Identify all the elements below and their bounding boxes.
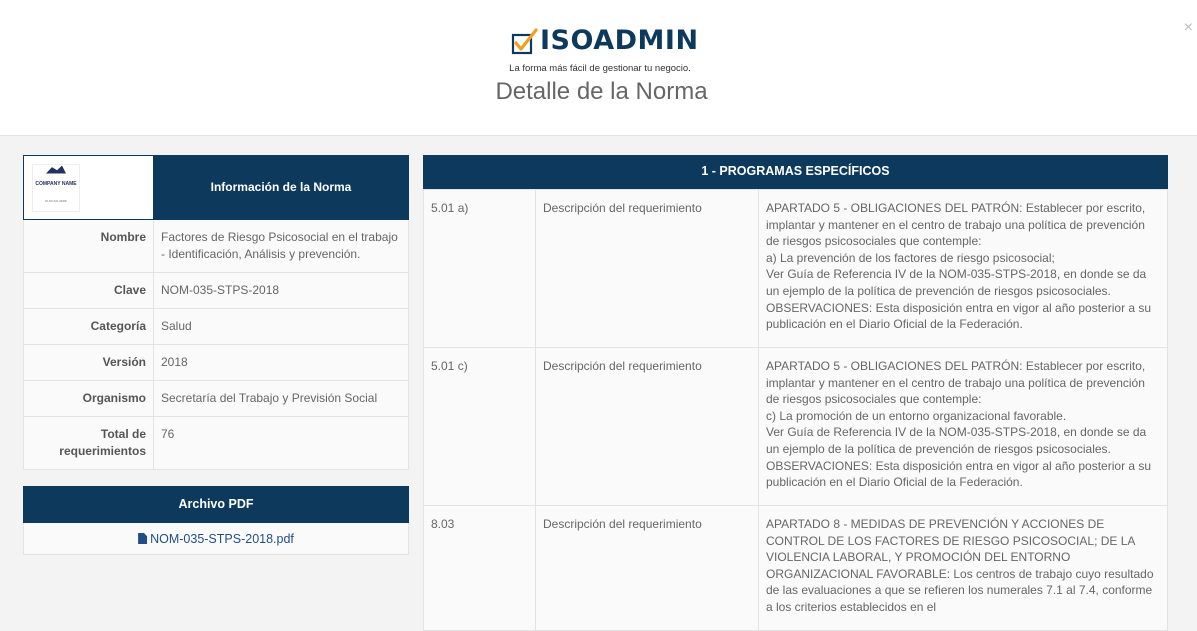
info-row-clave — [24, 273, 409, 309]
company-logo-slogan: SLOGAN HERE — [44, 198, 67, 203]
requirements-table — [423, 189, 1168, 631]
file-icon — [138, 533, 147, 544]
info-value: Salud — [154, 309, 409, 345]
mountain-icon — [46, 166, 66, 174]
table-row — [424, 348, 1168, 506]
requirement-text: APARTADO 5 - OBLIGACIONES DEL PATRÓN: Establecer por escrito, implantar y mantener en el centro de trabajo una política de prevención de riesgos psicosociales que contemple: c) La promoción de un entorno organizacional favorable. Ver Guía de Referencia IV de la NOM-035-STPS-2018, en donde se da un ejemplo de la política de prevención de riesgos psicosociales. OBSERVACIONES: Esta disposición entra en vigor al año posterior a su publicación en el Diario Oficial de la Federación. — [759, 348, 1168, 506]
pdf-body — [23, 523, 409, 555]
requirement-text: APARTADO 8 - MEDIDAS DE PREVENCIÓN Y ACCIONES DE CONTROL DE LOS FACTORES DE RIESGO PSICOSOCIAL; DE LA VIOLENCIA LABORAL, Y PROMOCIÓN DEL ENTORNO ORGANIZACIONAL FAVORABLE: Los centros de trabajo cuyo resultado de las evaluaciones a que se refieren los numerales 7.1 al 7.4, conforme a los criterios establecidos en el — [759, 506, 1168, 631]
info-value: NOM-035-STPS-2018 — [154, 273, 409, 309]
info-label: Total de requerimientos — [24, 417, 154, 470]
info-value: 2018 — [154, 345, 409, 381]
info-value: Secretaría del Trabajo y Previsión Social — [154, 381, 409, 417]
info-row-organismo — [24, 381, 409, 417]
info-label: Clave — [24, 273, 154, 309]
info-value: 76 — [154, 417, 409, 470]
requirement-code: 5.01 c) — [424, 348, 536, 506]
company-logo-cell — [24, 156, 154, 220]
requirement-label: Descripción del requerimiento — [536, 190, 759, 348]
requirement-label: Descripción del requerimiento — [536, 348, 759, 506]
requirement-code: 8.03 — [424, 506, 536, 631]
info-row-total — [24, 417, 409, 470]
info-header-row — [24, 156, 409, 220]
info-heading: Información de la Norma — [154, 156, 409, 220]
requirement-text: APARTADO 5 - OBLIGACIONES DEL PATRÓN: Establecer por escrito, implantar y mantener en el centro de trabajo una política de prevención de riesgos psicosociales que contemple: a) La prevención de los factores de riesgo psicosocial; Ver Guía de Referencia IV de la NOM-035-STPS-2018, en donde se da un ejemplo de la política de prevención de riesgos psicosociales. OBSERVACIONES: Esta disposición entra en vigor al año posterior a su publicación en el Diario Oficial de la Federación. — [759, 190, 1168, 348]
pdf-file-name: NOM-035-STPS-2018.pdf — [150, 532, 294, 546]
requirements-panel — [423, 155, 1168, 631]
table-row — [424, 190, 1168, 348]
info-row-categoria — [24, 309, 409, 345]
company-logo-name: COMPANY NAME — [35, 180, 77, 187]
requirement-label: Descripción del requerimiento — [536, 506, 759, 631]
info-table — [23, 155, 409, 470]
pdf-panel — [23, 486, 409, 555]
brand-name: ISOADMIN — [540, 25, 699, 56]
requirement-code: 5.01 a) — [424, 190, 536, 348]
pdf-heading: Archivo PDF — [23, 486, 409, 523]
info-label: Organismo — [24, 381, 154, 417]
modal-header — [0, 0, 1197, 136]
info-row-nombre — [24, 220, 409, 273]
pdf-download-link[interactable] — [138, 532, 294, 546]
page-title: Detalle de la Norma — [495, 78, 708, 105]
requirements-heading: 1 - PROGRAMAS ESPECÍFICOS — [423, 155, 1168, 189]
info-panel — [23, 155, 409, 470]
checkbox-check-icon — [510, 26, 540, 56]
info-value: Factores de Riesgo Psicosocial en el trabajo - Identificación, Análisis y prevención. — [154, 220, 409, 273]
brand-tagline: La forma más fácil de gestionar tu negocio. — [509, 63, 691, 74]
info-label: Categoría — [24, 309, 154, 345]
table-row — [424, 506, 1168, 631]
info-label: Versión — [24, 345, 154, 381]
close-icon[interactable]: × — [1183, 19, 1193, 36]
isoadmin-logo — [510, 25, 699, 57]
info-row-version — [24, 345, 409, 381]
company-logo — [32, 164, 80, 212]
info-label: Nombre — [24, 220, 154, 273]
